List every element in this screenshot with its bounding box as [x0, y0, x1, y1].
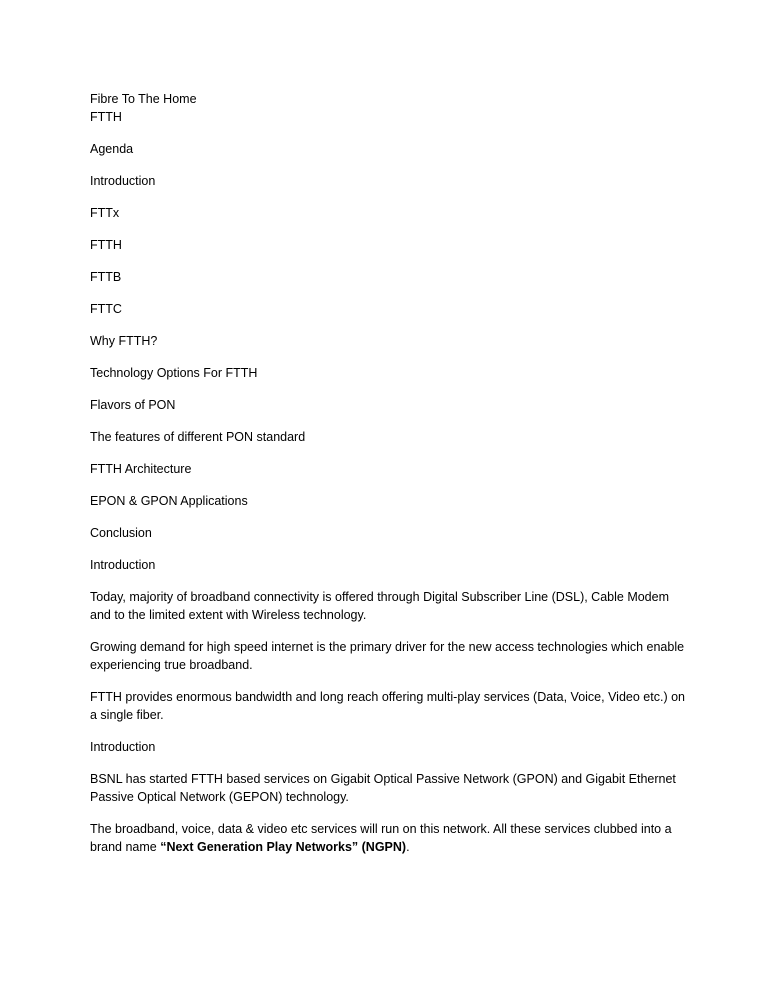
agenda-item: Technology Options For FTTH	[90, 366, 258, 380]
agenda-item: Introduction	[90, 174, 156, 188]
agenda-item: FTTH	[90, 238, 122, 252]
title-line-2: FTTH	[90, 110, 122, 124]
agenda-item: EPON & GPON Applications	[90, 494, 248, 508]
section-heading-introduction-2: Introduction	[90, 740, 156, 754]
paragraph-ngpn-text: The broadband, voice, data & video etc services will run on this network. All these services clubbed into a brand name	[90, 822, 672, 854]
paragraph-growing-demand: Growing demand for high speed internet is the primary driver for the new access technologies which enable experiencing true broadband.	[90, 640, 685, 672]
section-heading-introduction: Introduction	[90, 558, 156, 572]
agenda-item: Why FTTH?	[90, 334, 158, 348]
agenda-item: FTTH Architecture	[90, 462, 192, 476]
agenda-item: FTTx	[90, 206, 120, 220]
paragraph-broadband-connectivity: Today, majority of broadband connectivity is offered through Digital Subscriber Line (DSL), Cable Modem and to the limited extent with Wireless technology.	[90, 590, 669, 622]
agenda-item: FTTC	[90, 302, 122, 316]
agenda-heading: Agenda	[90, 142, 134, 156]
agenda-item: The features of different PON standard	[90, 430, 306, 444]
document-page	[90, 90, 690, 870]
agenda-item: FTTB	[90, 270, 122, 284]
paragraph-ftth-bandwidth: FTTH provides enormous bandwidth and long reach offering multi-play services (Data, Voice, Video etc.) on a single fiber.	[90, 690, 685, 722]
agenda-list	[90, 172, 690, 542]
paragraph-bsnl-services: BSNL has started FTTH based services on Gigabit Optical Passive Network (GPON) and Gigabit Ethernet Passive Optical Network (GEPON) technology.	[90, 772, 676, 804]
agenda-item: Conclusion	[90, 526, 152, 540]
ngpn-brand-name: “Next Generation Play Networks” (NGPN)	[160, 840, 407, 854]
title-line-1: Fibre To The Home	[90, 92, 197, 106]
paragraph-ngpn-end: .	[406, 840, 410, 854]
paragraph-ngpn	[90, 820, 690, 856]
agenda-item: Flavors of PON	[90, 398, 176, 412]
